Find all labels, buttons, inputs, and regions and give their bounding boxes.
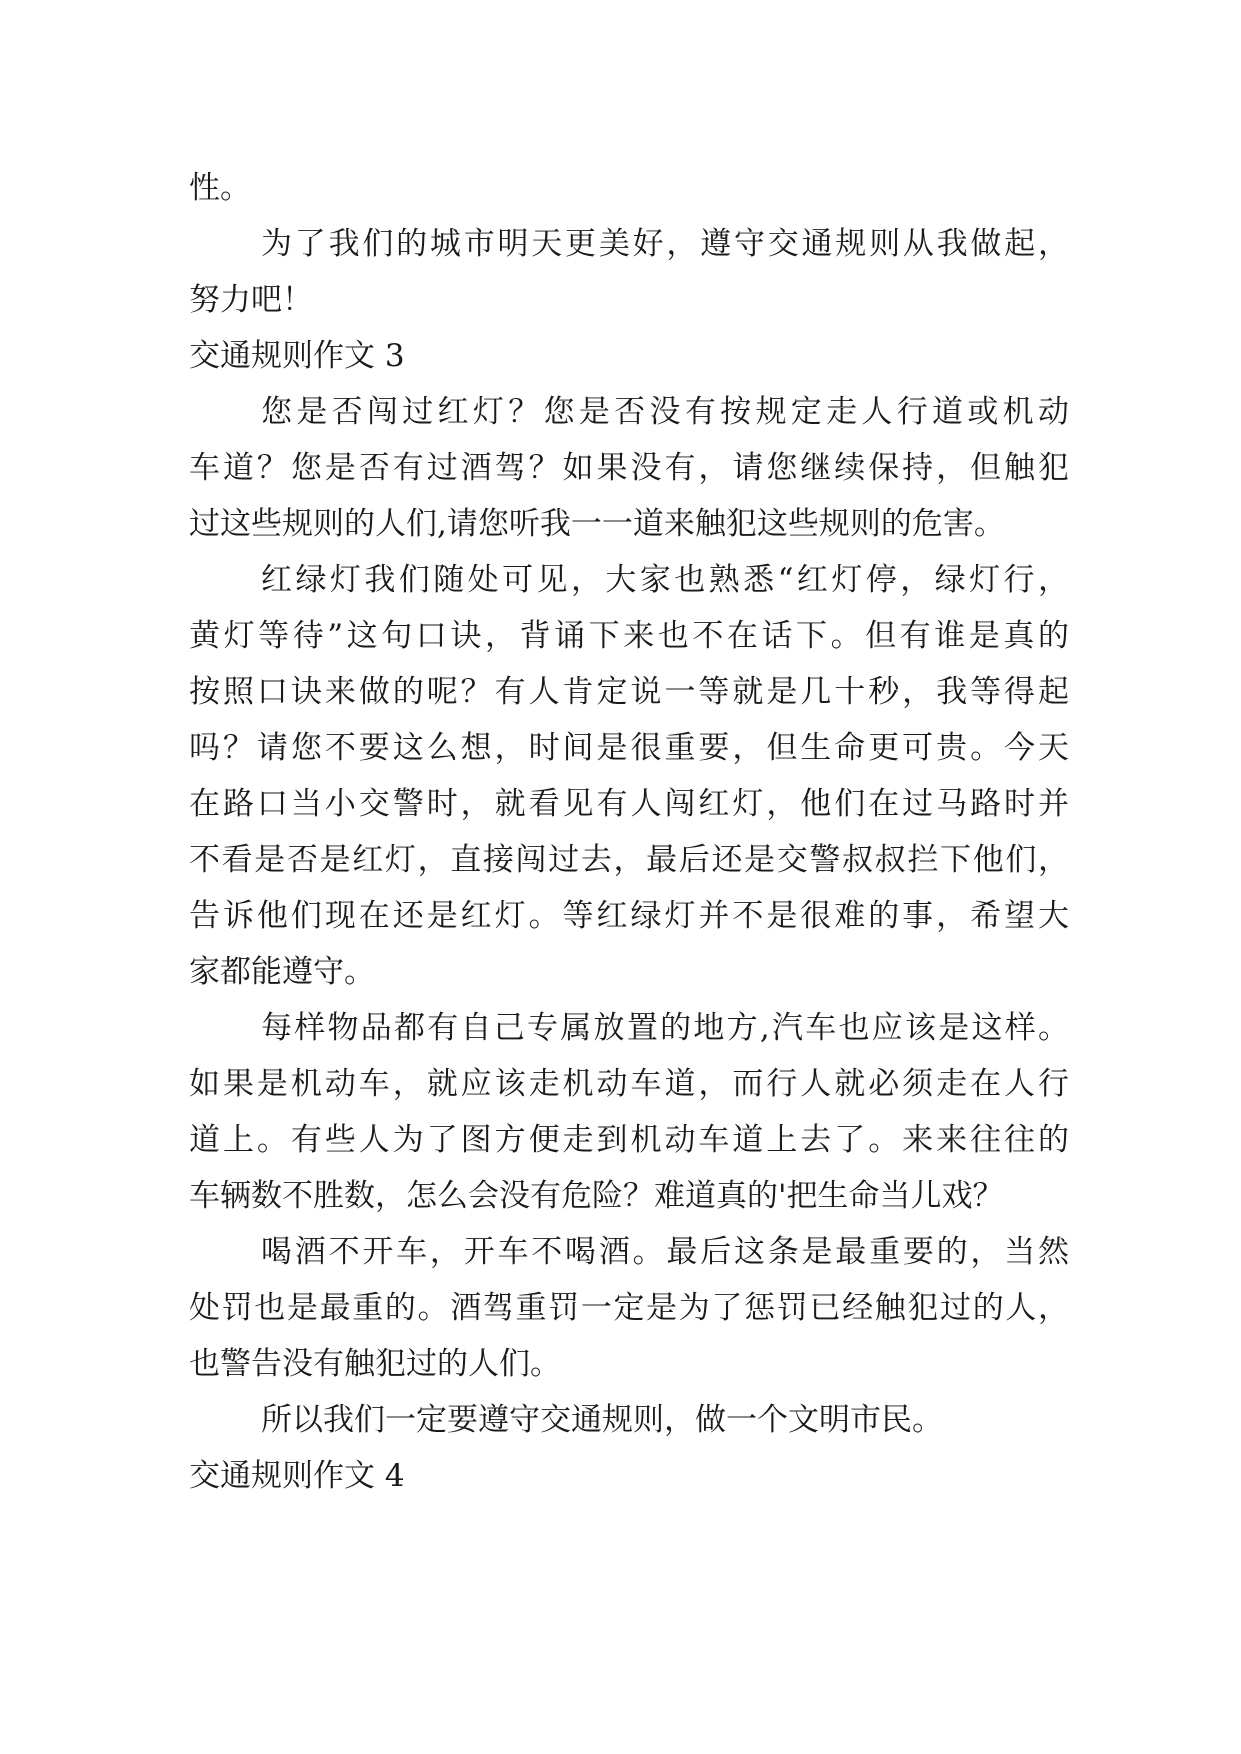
text-line: 努力吧！ <box>189 282 313 318</box>
text-line: 如果是机动车，就应该走机动车道，而行人就必须走在人行 <box>189 1066 1069 1102</box>
text-line: 黄灯等待”这句口诀，背诵下来也不在话下。但有谁是真的 <box>189 618 1069 654</box>
text-line: 每样物品都有自己专属放置的地方,汽车也应该是这样。 <box>261 1010 1069 1046</box>
text-line: 也警告没有触犯过的人们。 <box>189 1346 561 1382</box>
text-line: 道上。有些人为了图方便走到机动车道上去了。来来往往的 <box>189 1122 1069 1158</box>
text-line: 告诉他们现在还是红灯。等红绿灯并不是很难的事，希望大 <box>189 898 1069 934</box>
text-line: 处罚也是最重的。酒驾重罚一定是为了惩罚已经触犯过的人， <box>189 1290 1069 1326</box>
text-line: 在路口当小交警时，就看见有人闯红灯，他们在过马路时并 <box>189 786 1069 822</box>
text-line: 您是否闯过红灯？您是否没有按规定走人行道或机动 <box>261 394 1069 430</box>
paragraph-2 <box>189 216 1069 328</box>
text-line: 家都能遵守。 <box>189 954 375 990</box>
text-line: 车辆数不胜数，怎么会没有危险？难道真的'把生命当儿戏？ <box>189 1178 1004 1214</box>
paragraph-7 <box>189 1392 1069 1448</box>
text-line: 为了我们的城市明天更美好，遵守交通规则从我做起， <box>261 226 1069 262</box>
text-line: 车道？您是否有过酒驾？如果没有，请您继续保持，但触犯 <box>189 450 1069 486</box>
paragraph-5 <box>189 1000 1069 1224</box>
text-line: 过这些规则的人们,请您听我一一道来触犯这些规则的危害。 <box>189 506 1005 542</box>
section-heading-4: 交通规则作文 4 <box>189 1458 405 1494</box>
paragraph-4 <box>189 552 1069 1000</box>
paragraph-3 <box>189 384 1069 552</box>
text-line: 吗？请您不要这么想，时间是很重要，但生命更可贵。今天 <box>189 730 1069 766</box>
document-page <box>189 160 1069 1504</box>
section-heading-3: 交通规则作文 3 <box>189 338 405 374</box>
text-line: 性。 <box>189 170 251 206</box>
text-line: 按照口诀来做的呢？有人肯定说一等就是几十秒，我等得起 <box>189 674 1069 710</box>
text-line: 红绿灯我们随处可见，大家也熟悉“红灯停，绿灯行， <box>261 562 1069 598</box>
text-line: 喝酒不开车，开车不喝酒。最后这条是最重要的，当然 <box>261 1234 1069 1270</box>
paragraph-6 <box>189 1224 1069 1392</box>
paragraph-1 <box>189 160 1069 216</box>
text-line: 所以我们一定要遵守交通规则，做一个文明市民。 <box>261 1402 943 1438</box>
text-line: 不看是否是红灯，直接闯过去，最后还是交警叔叔拦下他们， <box>189 842 1069 878</box>
